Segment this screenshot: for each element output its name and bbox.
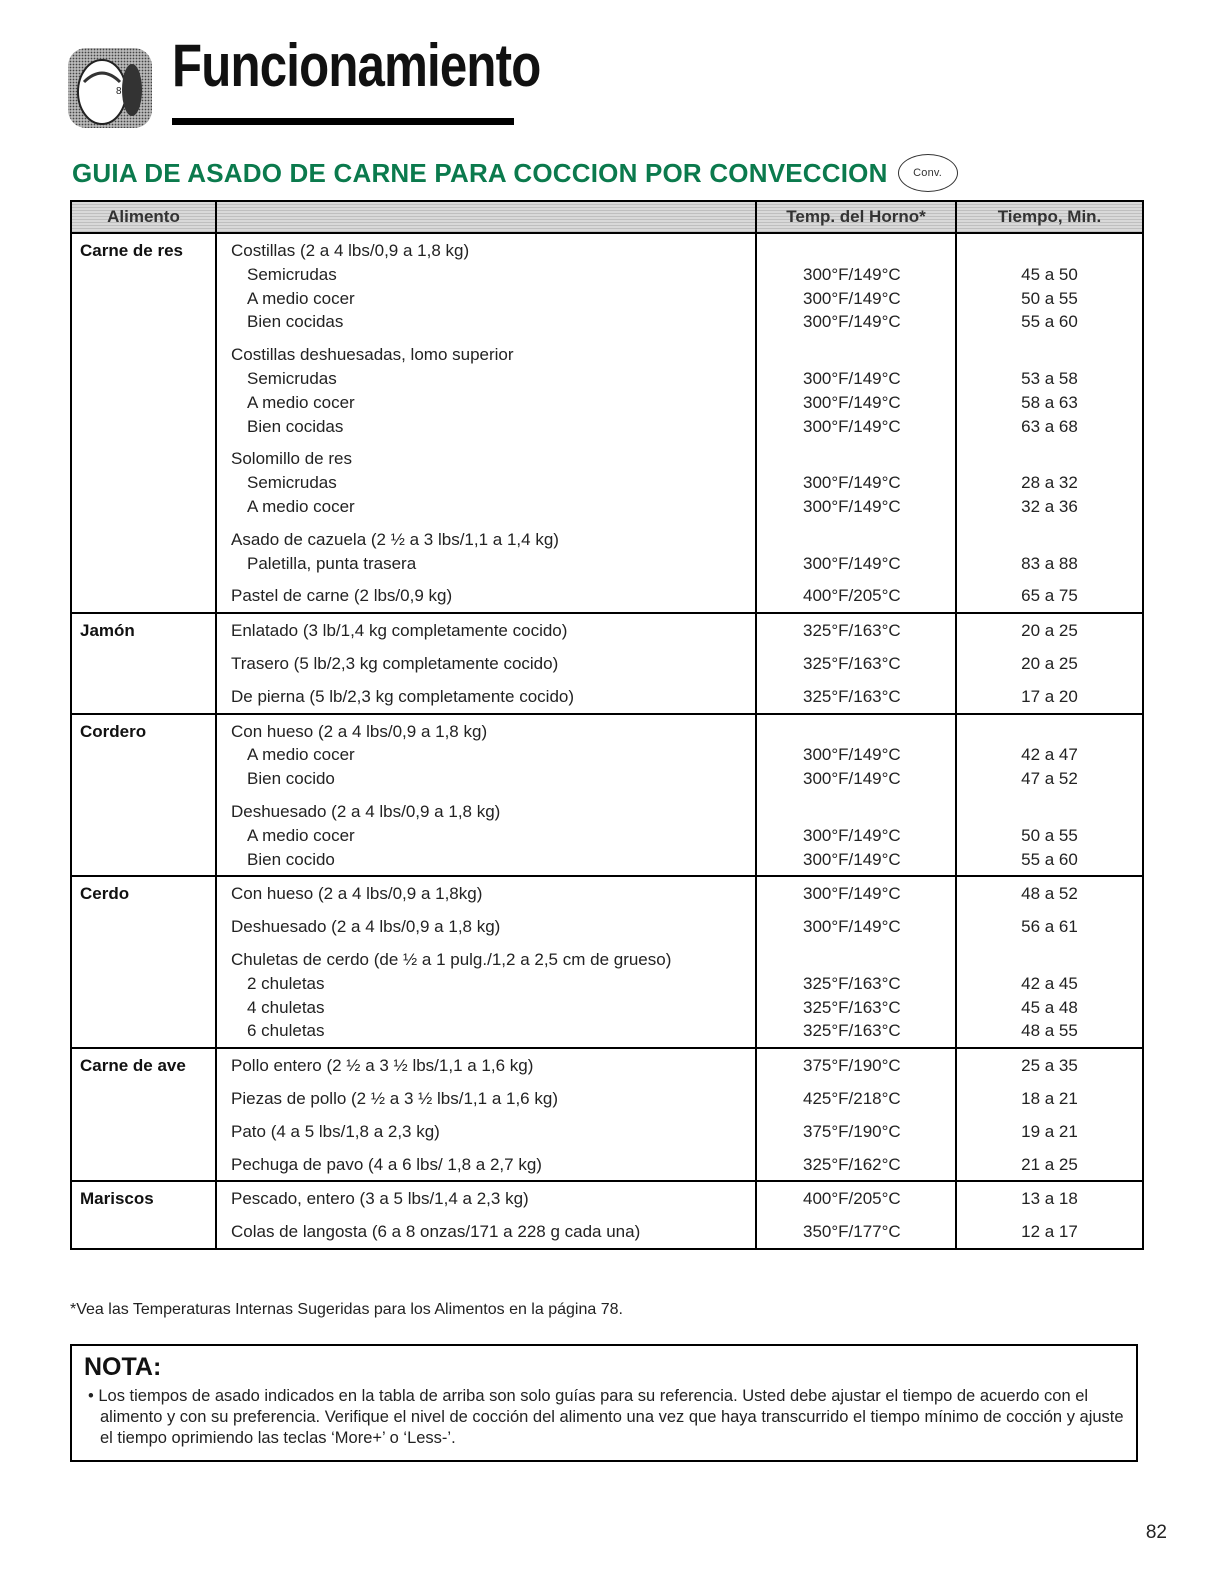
food-item-cell bbox=[216, 1181, 756, 1215]
oven-temperature-cell bbox=[756, 876, 956, 910]
food-item: Colas de langosta (6 a 8 onzas/171 a 228 g cada una) bbox=[231, 1222, 641, 1242]
cooking-time-cell bbox=[956, 943, 1143, 1048]
cooking-time: 65 a 75 bbox=[1021, 586, 1078, 606]
oven-temperature: 325°F/163°C bbox=[803, 621, 901, 641]
food-item: Pechuga de pavo (4 a 6 lbs/ 1,8 a 2,7 kg) bbox=[231, 1154, 542, 1174]
header-oven-temp: Temp. del Horno* bbox=[756, 201, 956, 233]
food-item: Bien cocido bbox=[247, 769, 335, 789]
oven-temperature-cell bbox=[756, 1215, 956, 1249]
cooking-time-cell bbox=[956, 233, 1143, 338]
oven-temperature: 300°F/149°C bbox=[803, 496, 901, 516]
oven-temperature: 300°F/149°C bbox=[803, 745, 901, 765]
food-item: A medio cocer bbox=[247, 496, 355, 516]
food-item-cell bbox=[216, 1048, 756, 1082]
cooking-time: 32 a 36 bbox=[1021, 496, 1078, 516]
category-cell bbox=[71, 1148, 216, 1182]
table-row bbox=[71, 943, 1143, 1048]
cooking-time-cell bbox=[956, 647, 1143, 680]
table-row bbox=[71, 647, 1143, 680]
category-cell: Mariscos bbox=[71, 1181, 216, 1215]
oven-temperature: 300°F/149°C bbox=[803, 849, 901, 869]
cooking-time: 21 a 25 bbox=[1021, 1154, 1078, 1174]
oven-temperature bbox=[803, 800, 955, 824]
cooking-time: 45 a 48 bbox=[1021, 997, 1078, 1017]
table-row bbox=[71, 910, 1143, 943]
cooking-time: 48 a 55 bbox=[1021, 1021, 1078, 1041]
cooking-time bbox=[957, 720, 1142, 744]
table-row bbox=[71, 442, 1143, 522]
food-item: Con hueso (2 a 4 lbs/0,9 a 1,8 kg) bbox=[231, 721, 488, 741]
cooking-time-cell bbox=[956, 523, 1143, 580]
food-item: Semicrudas bbox=[247, 264, 337, 284]
food-item-cell bbox=[216, 1215, 756, 1249]
food-item: De pierna (5 lb/2,3 kg completamente cocido) bbox=[231, 686, 575, 706]
cooking-time-cell bbox=[956, 1148, 1143, 1182]
cooking-time: 56 a 61 bbox=[1021, 917, 1078, 937]
food-item: Deshuesado (2 a 4 lbs/0,9 a 1,8 kg) bbox=[231, 801, 501, 821]
table-row bbox=[71, 1115, 1143, 1148]
table-row bbox=[71, 338, 1143, 442]
table-row bbox=[71, 714, 1143, 795]
section-title-text: GUIA DE ASADO DE CARNE PARA COCCION POR CONVECCION bbox=[72, 157, 888, 188]
food-item: A medio cocer bbox=[247, 825, 355, 845]
food-item: Pastel de carne (2 lbs/0,9 kg) bbox=[231, 586, 453, 606]
cooking-time-cell bbox=[956, 442, 1143, 522]
food-item: Semicrudas bbox=[247, 368, 337, 388]
oven-temperature: 300°F/149°C bbox=[803, 312, 901, 332]
food-item-cell bbox=[216, 1115, 756, 1148]
oven-temperature: 425°F/218°C bbox=[803, 1088, 901, 1108]
cooking-time: 42 a 47 bbox=[1021, 745, 1078, 765]
table-row bbox=[71, 579, 1143, 613]
convection-badge: Conv. bbox=[898, 154, 958, 192]
cooking-time bbox=[957, 800, 1142, 824]
cooking-time: 18 a 21 bbox=[1021, 1088, 1078, 1108]
cooking-time: 83 a 88 bbox=[1021, 553, 1078, 573]
oven-temperature bbox=[803, 447, 955, 471]
oven-temperature: 300°F/149°C bbox=[803, 473, 901, 493]
cooking-time-cell bbox=[956, 613, 1143, 647]
oven-temperature bbox=[803, 948, 955, 972]
food-item: Semicrudas bbox=[247, 473, 337, 493]
cooking-time-cell bbox=[956, 714, 1143, 795]
oven-temperature: 325°F/163°C bbox=[803, 997, 901, 1017]
cooking-time: 19 a 21 bbox=[1021, 1121, 1078, 1141]
category-cell bbox=[71, 579, 216, 613]
header-time: Tiempo, Min. bbox=[956, 201, 1143, 233]
cooking-time: 47 a 52 bbox=[1021, 769, 1078, 789]
cooking-time-cell bbox=[956, 680, 1143, 714]
oven-temperature-cell bbox=[756, 714, 956, 795]
food-item: Con hueso (2 a 4 lbs/0,9 a 1,8kg) bbox=[231, 884, 483, 904]
category-cell: Carne de ave bbox=[71, 1048, 216, 1082]
oven-temperature: 300°F/149°C bbox=[803, 825, 901, 845]
oven-temperature bbox=[803, 528, 955, 552]
table-row bbox=[71, 1148, 1143, 1182]
cooking-time-cell bbox=[956, 795, 1143, 876]
cooking-time: 20 a 25 bbox=[1021, 621, 1078, 641]
title-underline bbox=[172, 118, 514, 125]
cooking-time bbox=[957, 343, 1142, 367]
table-row bbox=[71, 233, 1143, 338]
table-row bbox=[71, 680, 1143, 714]
oven-temperature: 325°F/163°C bbox=[803, 1021, 901, 1041]
food-item-cell bbox=[216, 523, 756, 580]
cooking-time: 45 a 50 bbox=[1021, 264, 1078, 284]
food-item: Chuletas de cerdo (de ½ a 1 pulg./1,2 a 2,5 cm de grueso) bbox=[231, 949, 672, 969]
food-item-cell bbox=[216, 795, 756, 876]
food-item-cell bbox=[216, 647, 756, 680]
oven-temperature: 300°F/149°C bbox=[803, 553, 901, 573]
cooking-time-cell bbox=[956, 579, 1143, 613]
oven-temperature-cell bbox=[756, 1181, 956, 1215]
oven-temperature: 300°F/149°C bbox=[803, 264, 901, 284]
cooking-time: 50 a 55 bbox=[1021, 288, 1078, 308]
food-item-cell bbox=[216, 613, 756, 647]
food-item: Costillas deshuesadas, lomo superior bbox=[231, 345, 514, 365]
oven-temperature: 375°F/190°C bbox=[803, 1121, 901, 1141]
food-item-cell bbox=[216, 714, 756, 795]
category-cell bbox=[71, 943, 216, 1048]
oven-temperature: 325°F/163°C bbox=[803, 686, 901, 706]
oven-temperature: 325°F/163°C bbox=[803, 973, 901, 993]
oven-temperature bbox=[803, 720, 955, 744]
food-item: Deshuesado (2 a 4 lbs/0,9 a 1,8 kg) bbox=[231, 917, 501, 937]
food-item-cell bbox=[216, 876, 756, 910]
category-cell: Carne de res bbox=[71, 233, 216, 338]
oven-temperature-cell bbox=[756, 233, 956, 338]
cooking-time: 63 a 68 bbox=[1021, 416, 1078, 436]
oven-temperature-cell bbox=[756, 647, 956, 680]
cooking-time: 20 a 25 bbox=[1021, 653, 1078, 673]
food-item-cell bbox=[216, 442, 756, 522]
category-cell bbox=[71, 523, 216, 580]
cooking-time-cell bbox=[956, 876, 1143, 910]
cooking-time-cell bbox=[956, 1048, 1143, 1082]
svg-text:8: 8 bbox=[116, 86, 122, 97]
oven-knob-icon bbox=[66, 42, 156, 132]
table-row bbox=[71, 795, 1143, 876]
header-description bbox=[216, 201, 756, 233]
cooking-time bbox=[957, 239, 1142, 263]
category-cell bbox=[71, 1115, 216, 1148]
oven-temperature-cell bbox=[756, 910, 956, 943]
oven-temperature-cell bbox=[756, 613, 956, 647]
category-cell bbox=[71, 910, 216, 943]
food-item: Pollo entero (2 ½ a 3 ½ lbs/1,1 a 1,6 kg) bbox=[231, 1056, 534, 1076]
food-item-cell bbox=[216, 579, 756, 613]
oven-temperature: 300°F/149°C bbox=[803, 368, 901, 388]
food-item: Piezas de pollo (2 ½ a 3 ½ lbs/1,1 a 1,6 kg) bbox=[231, 1088, 558, 1108]
oven-temperature-cell bbox=[756, 523, 956, 580]
food-item: Solomillo de res bbox=[231, 449, 352, 469]
cooking-time: 12 a 17 bbox=[1021, 1222, 1078, 1242]
cooking-time: 55 a 60 bbox=[1021, 849, 1078, 869]
roasting-guide-table bbox=[70, 200, 1144, 1250]
oven-temperature-cell bbox=[756, 795, 956, 876]
oven-temperature-cell bbox=[756, 1048, 956, 1082]
cooking-time: 55 a 60 bbox=[1021, 312, 1078, 332]
category-cell bbox=[71, 647, 216, 680]
cooking-time-cell bbox=[956, 1082, 1143, 1115]
food-item-cell bbox=[216, 1082, 756, 1115]
oven-temperature: 325°F/162°C bbox=[803, 1154, 901, 1174]
oven-temperature-cell bbox=[756, 579, 956, 613]
category-cell: Cerdo bbox=[71, 876, 216, 910]
food-item: 6 chuletas bbox=[247, 1021, 325, 1041]
food-item: 4 chuletas bbox=[247, 997, 325, 1017]
cooking-time-cell bbox=[956, 1115, 1143, 1148]
cooking-time: 58 a 63 bbox=[1021, 392, 1078, 412]
oven-temperature bbox=[803, 239, 955, 263]
cooking-time: 53 a 58 bbox=[1021, 368, 1078, 388]
category-cell bbox=[71, 338, 216, 442]
header-food: Alimento bbox=[71, 201, 216, 233]
cooking-time bbox=[957, 447, 1142, 471]
category-cell bbox=[71, 795, 216, 876]
food-item-cell bbox=[216, 338, 756, 442]
oven-temperature: 400°F/205°C bbox=[803, 586, 901, 606]
oven-temperature: 300°F/149°C bbox=[803, 769, 901, 789]
category-cell: Jamón bbox=[71, 613, 216, 647]
cooking-time: 17 a 20 bbox=[1021, 686, 1078, 706]
cooking-time bbox=[957, 528, 1142, 552]
oven-temperature-cell bbox=[756, 1082, 956, 1115]
page-title: Funcionamiento bbox=[172, 32, 541, 99]
footnote: *Vea las Temperaturas Internas Sugeridas para los Alimentos en la página 78. bbox=[70, 1301, 623, 1318]
table-row bbox=[71, 523, 1143, 580]
table-row bbox=[71, 613, 1143, 647]
category-cell bbox=[71, 1082, 216, 1115]
oven-temperature-cell bbox=[756, 1148, 956, 1182]
note-title: NOTA: bbox=[84, 1353, 162, 1381]
oven-temperature-cell bbox=[756, 680, 956, 714]
table-row bbox=[71, 1048, 1143, 1082]
food-item-cell bbox=[216, 910, 756, 943]
page-number: 82 bbox=[1145, 1522, 1167, 1543]
oven-temperature-cell bbox=[756, 442, 956, 522]
note-text: • Los tiempos de asado indicados en la tabla de arriba son solo guías para su referencia. Usted debe ajustar el tiempo de acuerdo con el alimento y con su preferencia. Verifique el nivel de cocción del alimento una vez que haya transcurrido el tiempo mínimo de cocción y ajuste el tiempo oprimiendo las teclas ‘More+’ o ‘Less-’. bbox=[88, 1387, 1124, 1447]
food-item: Pescado, entero (3 a 5 lbs/1,4 a 2,3 kg) bbox=[231, 1189, 529, 1209]
table-body bbox=[71, 233, 1143, 1249]
food-item: Pato (4 a 5 lbs/1,8 a 2,3 kg) bbox=[231, 1121, 440, 1141]
food-item: Paletilla, punta trasera bbox=[247, 553, 417, 573]
food-item: Bien cocidas bbox=[247, 416, 344, 436]
table-header-row bbox=[71, 201, 1143, 233]
table-row bbox=[71, 876, 1143, 910]
oven-temperature: 350°F/177°C bbox=[803, 1222, 901, 1242]
cooking-time: 28 a 32 bbox=[1021, 473, 1078, 493]
oven-temperature: 325°F/163°C bbox=[803, 653, 901, 673]
food-item: Costillas (2 a 4 lbs/0,9 a 1,8 kg) bbox=[231, 241, 470, 260]
table-row bbox=[71, 1181, 1143, 1215]
food-item-cell bbox=[216, 1148, 756, 1182]
food-item: Enlatado (3 lb/1,4 kg completamente cocido) bbox=[231, 621, 568, 641]
cooking-time bbox=[957, 948, 1142, 972]
oven-temperature: 400°F/205°C bbox=[803, 1189, 901, 1209]
food-item: A medio cocer bbox=[247, 392, 355, 412]
food-item: 2 chuletas bbox=[247, 973, 325, 993]
oven-temperature: 300°F/149°C bbox=[803, 416, 901, 436]
oven-temperature: 300°F/149°C bbox=[803, 288, 901, 308]
oven-temperature: 300°F/149°C bbox=[803, 917, 901, 937]
cooking-time-cell bbox=[956, 338, 1143, 442]
section-title bbox=[72, 154, 958, 192]
food-item-cell bbox=[216, 233, 756, 338]
cooking-time: 25 a 35 bbox=[1021, 1056, 1078, 1076]
oven-temperature bbox=[803, 343, 955, 367]
food-item: A medio cocer bbox=[247, 288, 355, 308]
oven-temperature-cell bbox=[756, 338, 956, 442]
food-item-cell bbox=[216, 680, 756, 714]
cooking-time: 13 a 18 bbox=[1021, 1189, 1078, 1209]
table-row bbox=[71, 1215, 1143, 1249]
category-cell: Cordero bbox=[71, 714, 216, 795]
cooking-time-cell bbox=[956, 1215, 1143, 1249]
cooking-time: 42 a 45 bbox=[1021, 973, 1078, 993]
food-item-cell bbox=[216, 943, 756, 1048]
food-item: Bien cocido bbox=[247, 849, 335, 869]
oven-temperature: 300°F/149°C bbox=[803, 392, 901, 412]
oven-temperature: 375°F/190°C bbox=[803, 1056, 901, 1076]
cooking-time-cell bbox=[956, 1181, 1143, 1215]
food-item: Trasero (5 lb/2,3 kg completamente cocido) bbox=[231, 653, 559, 673]
food-item: Bien cocidas bbox=[247, 312, 344, 332]
note-box bbox=[70, 1344, 1138, 1462]
food-item: Asado de cazuela (2 ½ a 3 lbs/1,1 a 1,4 kg) bbox=[231, 529, 559, 549]
oven-temperature: 300°F/149°C bbox=[803, 884, 901, 904]
table-row bbox=[71, 1082, 1143, 1115]
cooking-time: 48 a 52 bbox=[1021, 884, 1078, 904]
category-cell bbox=[71, 680, 216, 714]
food-item: A medio cocer bbox=[247, 745, 355, 765]
category-cell bbox=[71, 442, 216, 522]
cooking-time: 50 a 55 bbox=[1021, 825, 1078, 845]
oven-temperature-cell bbox=[756, 1115, 956, 1148]
category-cell bbox=[71, 1215, 216, 1249]
cooking-time-cell bbox=[956, 910, 1143, 943]
oven-temperature-cell bbox=[756, 943, 956, 1048]
